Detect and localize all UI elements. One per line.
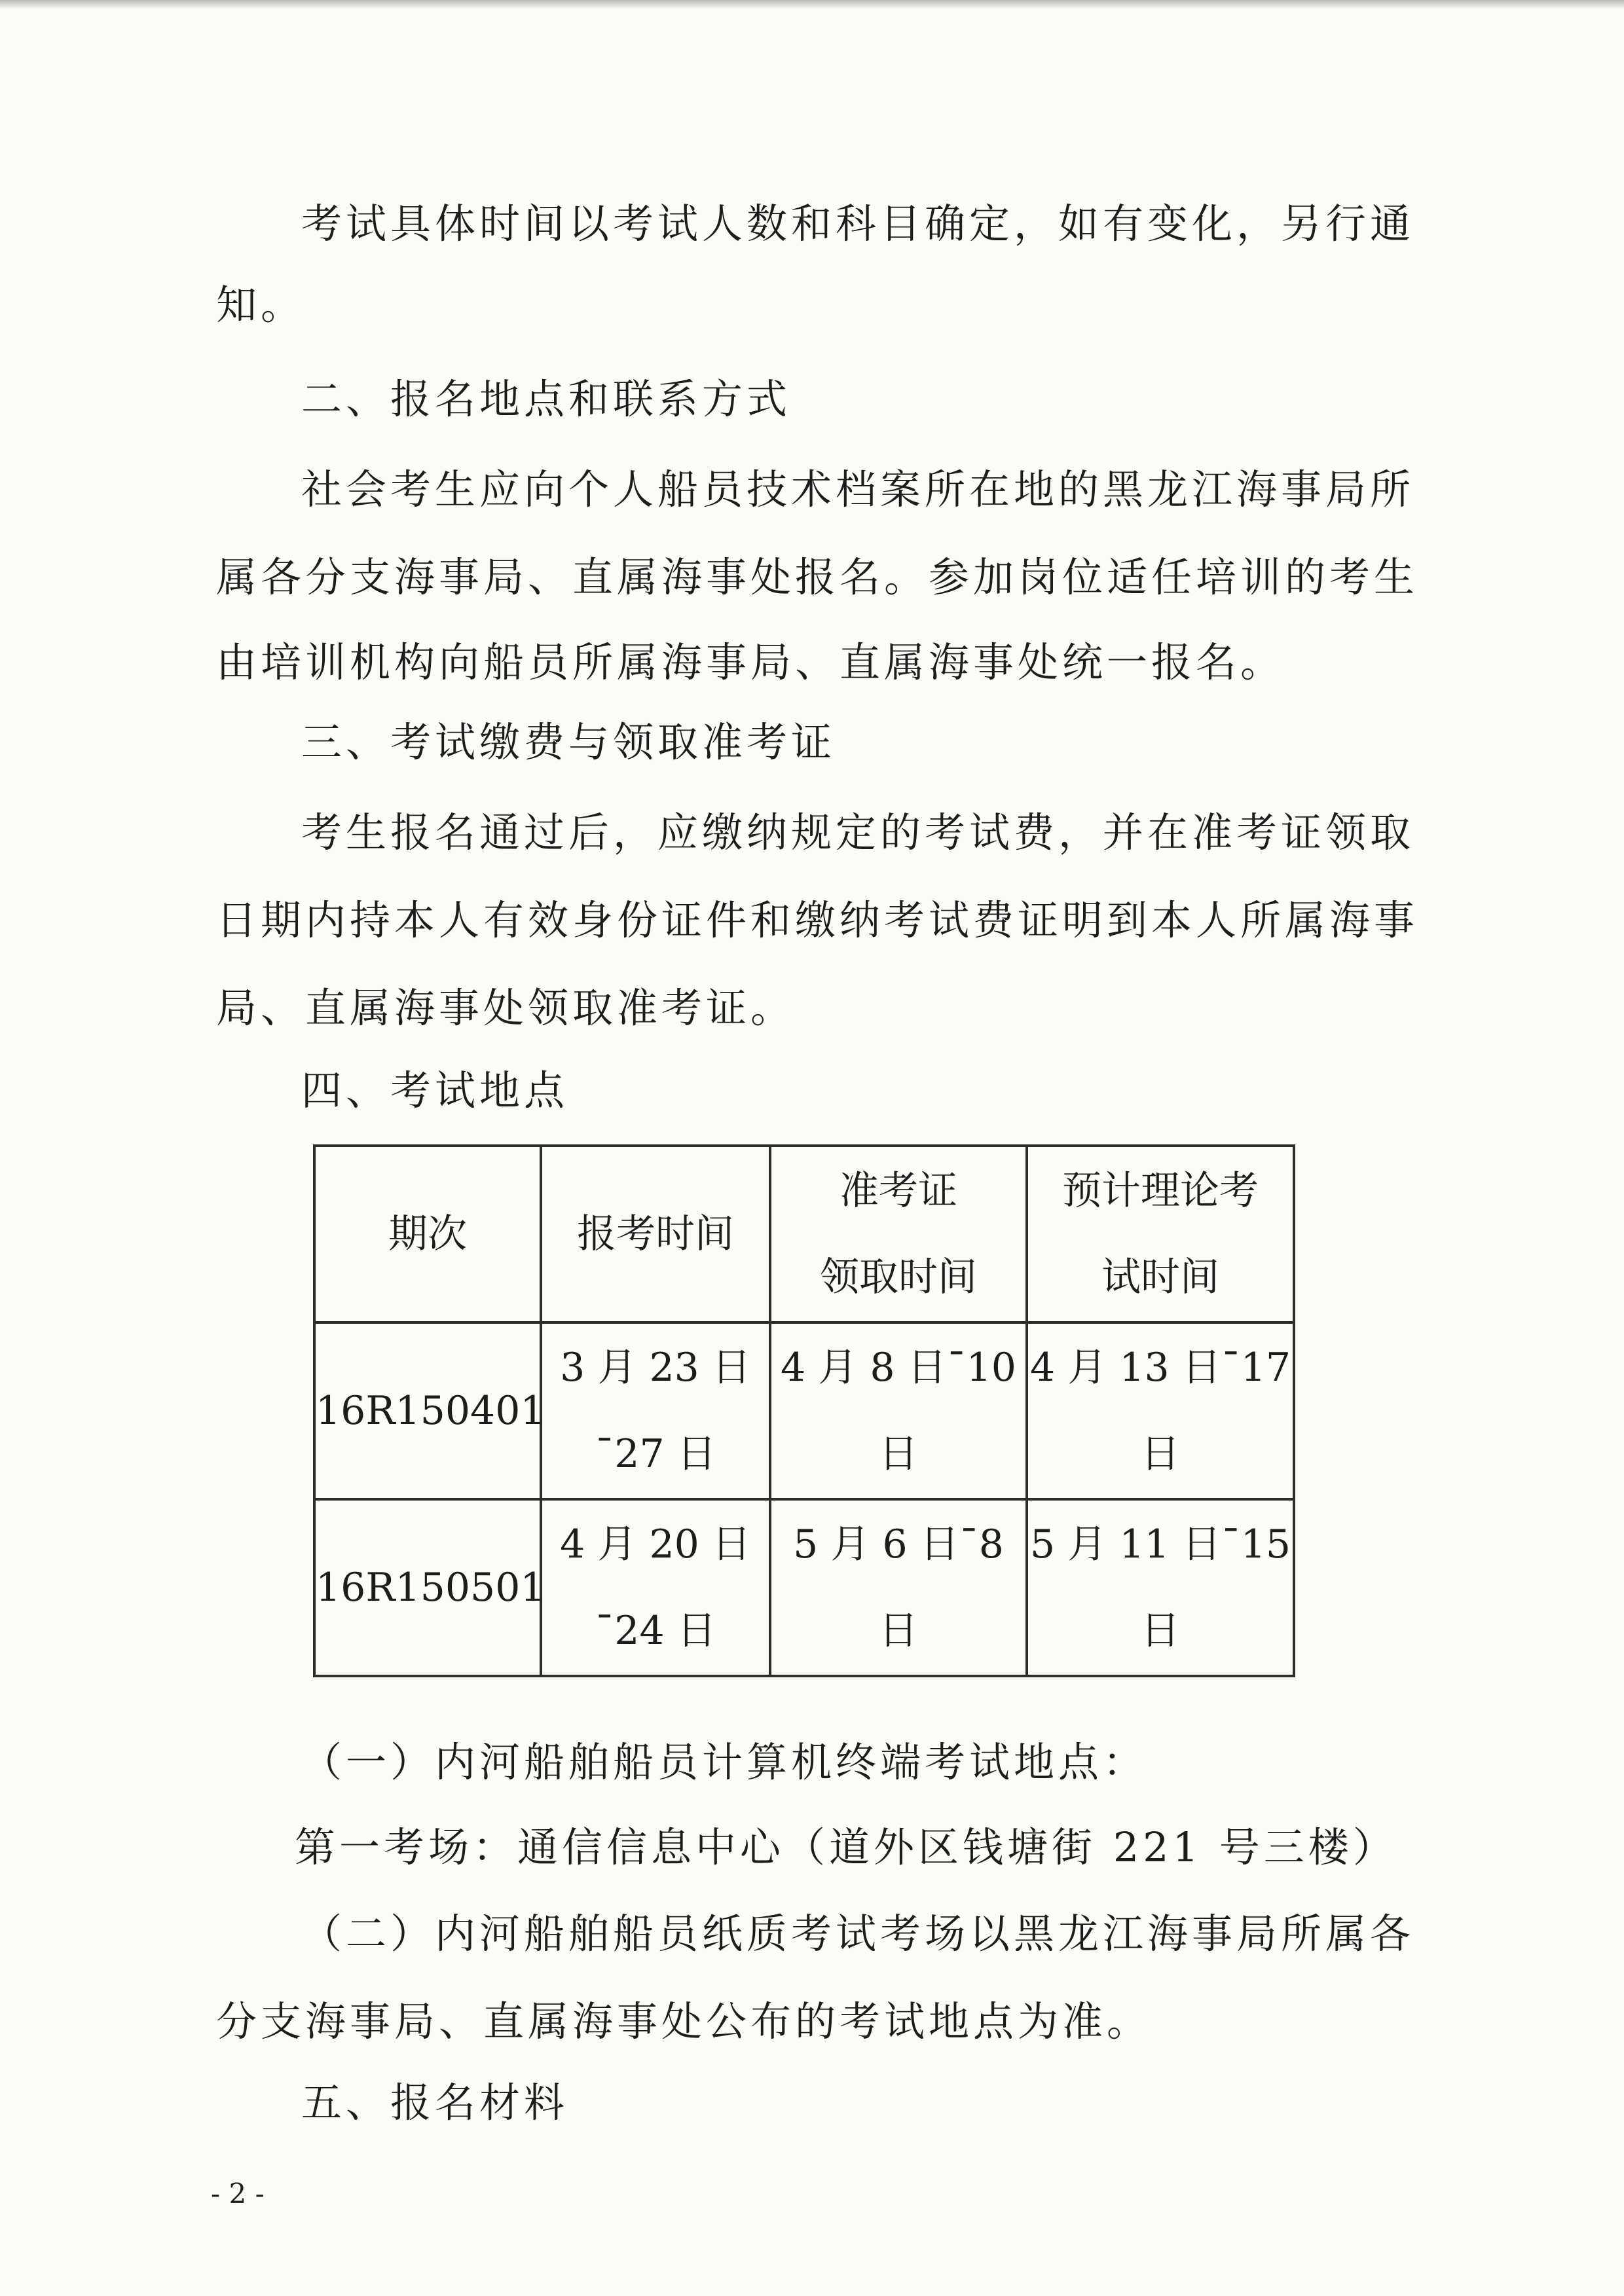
table-header-row	[314, 1146, 1294, 1322]
text-line: 日期内持本人有效身份证件和缴纳考试费证明到本人所属海事	[216, 896, 1419, 944]
table-cell: 5 月 6 日¯8 日	[770, 1499, 1027, 1676]
exam-schedule-table	[313, 1144, 1295, 1677]
text-line: 第一考场：通信信息中心（道外区钱塘街 221 号三楼）	[295, 1823, 1397, 1871]
subsection-heading: （一）内河船舶船员计算机终端考试地点：	[301, 1738, 1148, 1786]
table-cell: 16R150501	[314, 1499, 541, 1676]
section-heading: 三、考试缴费与领取准考证	[301, 718, 836, 766]
text-line: 考生报名通过后，应缴纳规定的考试费，并在准考证领取	[301, 809, 1415, 856]
table-header-cell: 报考时间	[541, 1146, 770, 1322]
table-cell: 4 月 20 日 ¯24 日	[541, 1499, 770, 1676]
text-line: 知。	[216, 281, 306, 329]
section-heading: 二、报名地点和联系方式	[301, 375, 792, 423]
scan-top-edge	[0, 0, 1624, 9]
text-line: 分支海事局、直属海事处公布的考试地点为准。	[216, 1997, 1152, 2045]
section-heading: 五、报名材料	[301, 2079, 569, 2126]
section-heading: 四、考试地点	[301, 1066, 569, 1114]
text-line: 属各分支海事局、直属海事处报名。参加岗位适任培训的考生	[216, 553, 1419, 601]
text-line: 局、直属海事处领取准考证。	[216, 984, 796, 1032]
table-cell: 4 月 13 日¯17 日	[1027, 1322, 1294, 1499]
table-cell: 16R150401	[314, 1322, 541, 1499]
table-header-cell: 期次	[314, 1146, 541, 1322]
table-cell: 4 月 8 日¯10 日	[770, 1322, 1027, 1499]
table-row	[314, 1322, 1294, 1499]
subsection-heading: （二）内河船舶船员纸质考试考场以黑龙江海事局所属各	[301, 1910, 1415, 1958]
text-line: 由培训机构向船员所属海事局、直属海事处统一报名。	[216, 638, 1285, 686]
table-header-cell: 准考证 领取时间	[770, 1146, 1027, 1322]
text-line: 社会考生应向个人船员技术档案所在地的黑龙江海事局所	[301, 465, 1415, 513]
table-cell: 3 月 23 日 ¯27 日	[541, 1322, 770, 1499]
page-number: - 2 -	[211, 2178, 265, 2210]
table-cell: 5 月 11 日¯15 日	[1027, 1499, 1294, 1676]
table-header-cell: 预计理论考 试时间	[1027, 1146, 1294, 1322]
table-row	[314, 1499, 1294, 1676]
text-line: 考试具体时间以考试人数和科目确定，如有变化，另行通	[301, 200, 1415, 247]
